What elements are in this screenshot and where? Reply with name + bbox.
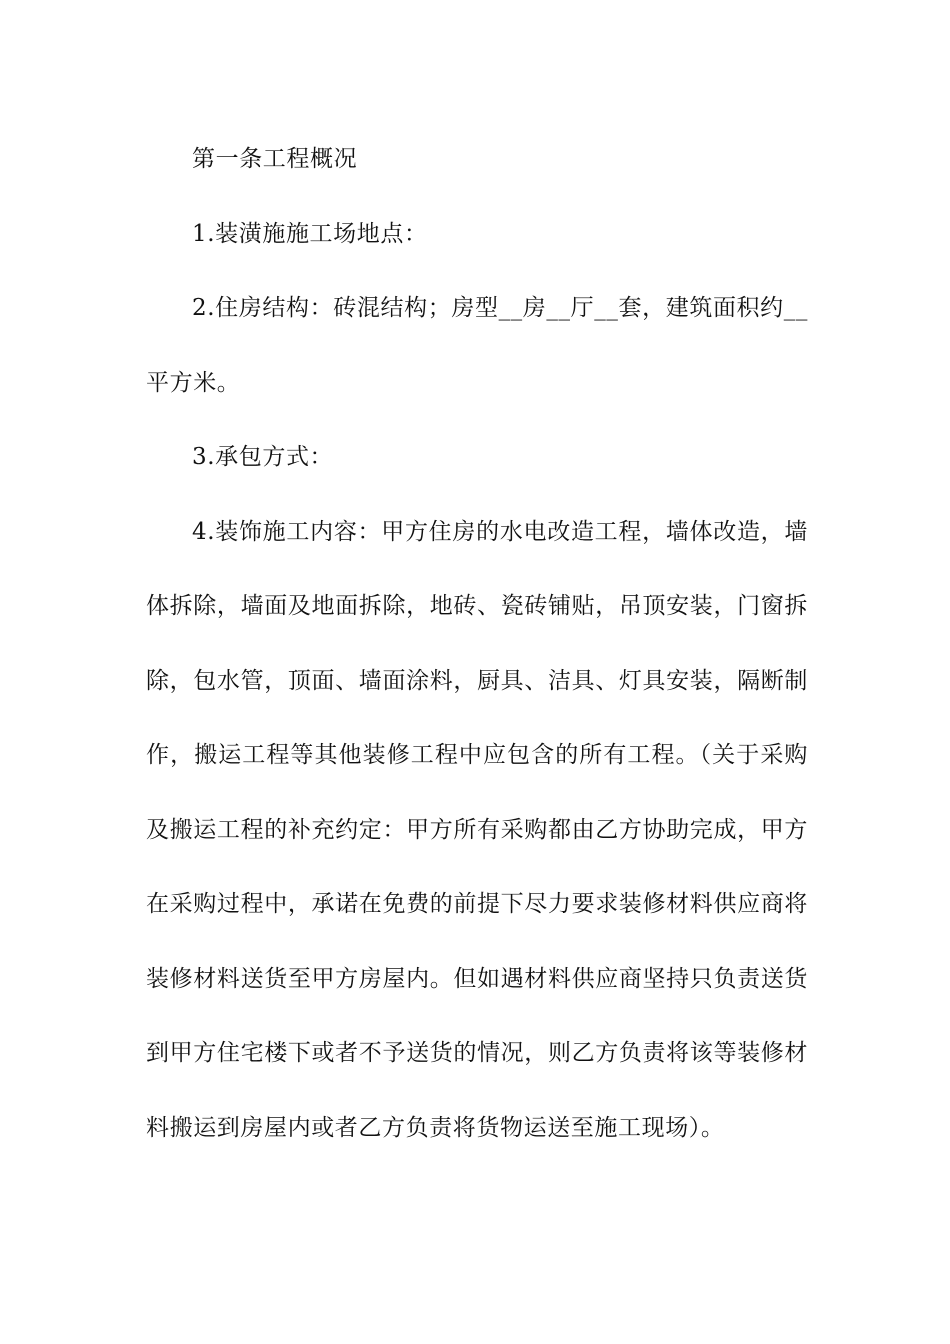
paragraph-housing-structure: 2.住房结构：砖混结构；房型__房__厅__套，建筑面积约__平方米。 — [146, 295, 808, 396]
paragraph-contract-method: 3.承包方式： — [192, 444, 334, 470]
document-body — [146, 122, 808, 1165]
paragraph-site-location: 1.装潢施施工场地点： — [192, 220, 428, 247]
section-heading: 第一条工程概况 — [192, 146, 358, 172]
paragraph-construction-content: 4.装饰施工内容：甲方住房的水电改造工程，墙体改造，墙体拆除，墙面及地面拆除，地砖、瓷砖铺贴，吊顶安装，门窗拆除，包水管，顶面、墙面涂料，厨具、洁具、灯具安装，隔断制作，搬运工程等其他装修工程中应包含的所有工程。（关于采购及搬运工程的补充约定：甲方所有采购都由乙方协助完成，甲方在采购过程中，承诺在免费的前提下尽力要求装修材料供应商将装修材料送货至甲方房屋内。但如遇材料供应商坚持只负责送货到甲方住宅楼下或者不予送货的情况，则乙方负责将该等装修材料搬运到房屋内或者乙方负责将货物运送至施工现场）。 — [146, 518, 808, 1141]
